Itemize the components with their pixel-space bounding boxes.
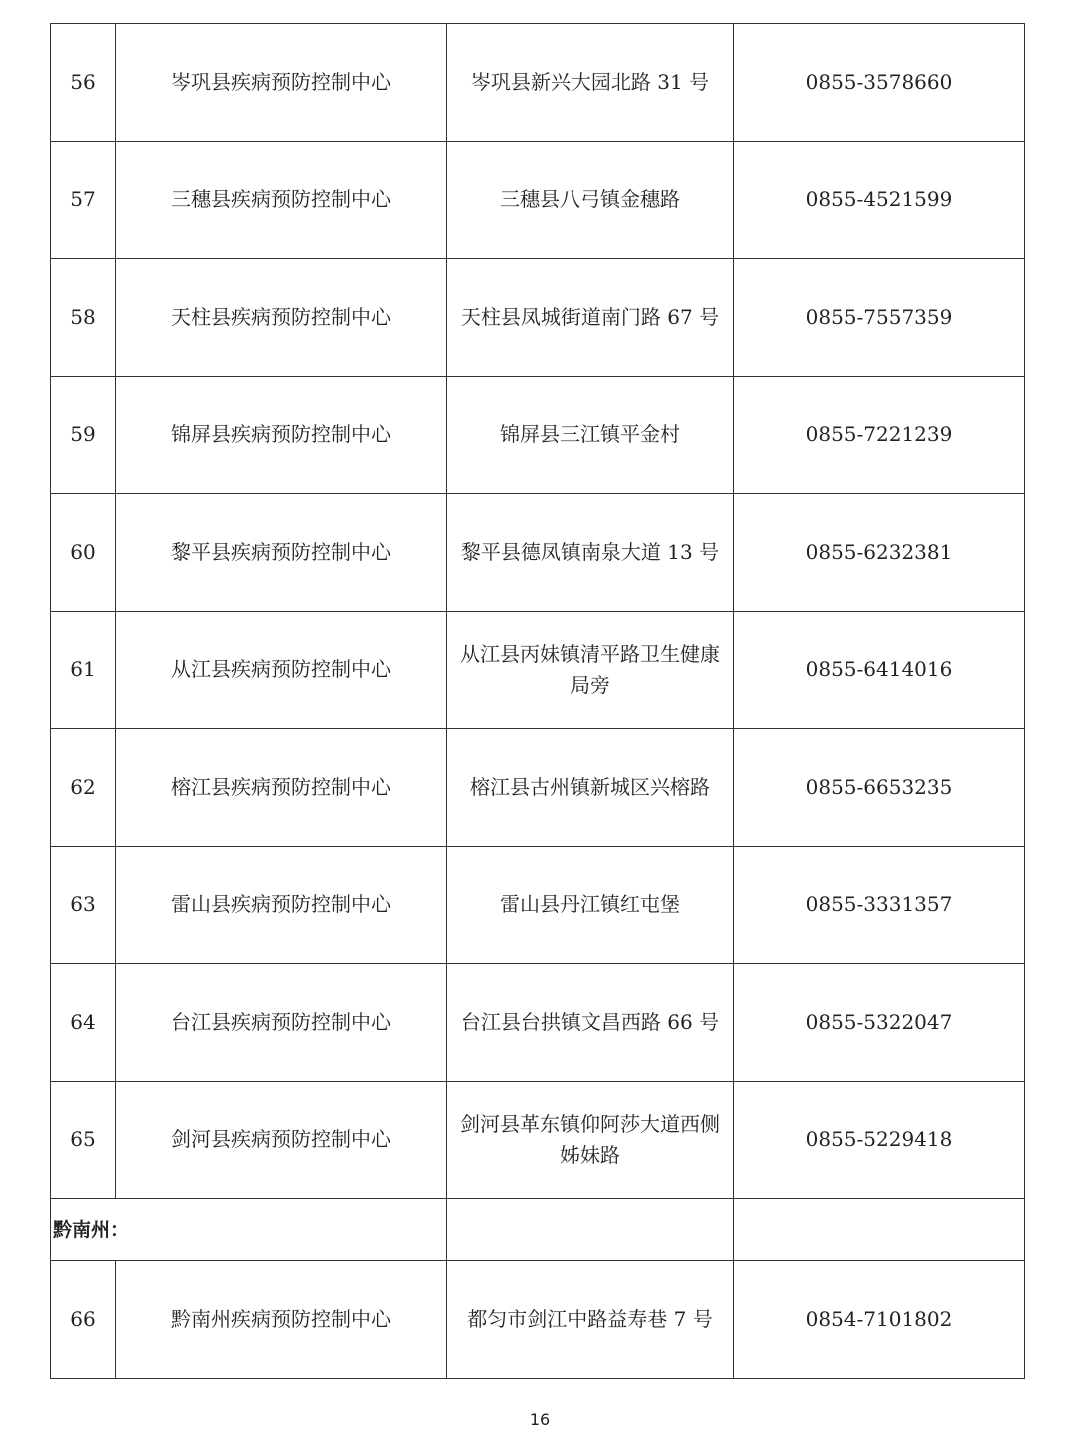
organization-phone: 0854-7101802 xyxy=(734,1261,1025,1379)
organization-name: 岑巩县疾病预防控制中心 xyxy=(116,24,447,142)
organization-name: 锦屏县疾病预防控制中心 xyxy=(116,376,447,494)
page-number: 16 xyxy=(529,1410,551,1429)
cdc-directory-table xyxy=(50,23,1025,1379)
organization-name: 剑河县疾病预防控制中心 xyxy=(116,1081,447,1199)
table-row xyxy=(51,259,1025,377)
organization-address: 从江县丙妹镇清平路卫生健康局旁 xyxy=(447,611,734,729)
organization-name: 黔南州疾病预防控制中心 xyxy=(116,1261,447,1379)
table-row xyxy=(51,1261,1025,1379)
section-empty-cell xyxy=(734,1199,1025,1261)
organization-phone: 0855-6653235 xyxy=(734,729,1025,847)
table-row xyxy=(51,494,1025,612)
organization-address: 岑巩县新兴大园北路 31 号 xyxy=(447,24,734,142)
row-number: 62 xyxy=(51,729,116,847)
organization-phone: 0855-5229418 xyxy=(734,1081,1025,1199)
row-number: 58 xyxy=(51,259,116,377)
row-number: 60 xyxy=(51,494,116,612)
section-empty-cell xyxy=(447,1199,734,1261)
row-number: 61 xyxy=(51,611,116,729)
organization-address: 天柱县凤城街道南门路 67 号 xyxy=(447,259,734,377)
organization-name: 三穗县疾病预防控制中心 xyxy=(116,141,447,259)
organization-phone: 0855-4521599 xyxy=(734,141,1025,259)
table-body xyxy=(51,24,1025,1379)
row-number: 59 xyxy=(51,376,116,494)
organization-phone: 0855-3578660 xyxy=(734,24,1025,142)
row-number: 56 xyxy=(51,24,116,142)
table-row xyxy=(51,611,1025,729)
organization-phone: 0855-6232381 xyxy=(734,494,1025,612)
organization-name: 台江县疾病预防控制中心 xyxy=(116,964,447,1082)
organization-address: 黎平县德凤镇南泉大道 13 号 xyxy=(447,494,734,612)
organization-phone: 0855-7221239 xyxy=(734,376,1025,494)
organization-address: 锦屏县三江镇平金村 xyxy=(447,376,734,494)
row-number: 57 xyxy=(51,141,116,259)
organization-address: 剑河县革东镇仰阿莎大道西侧姊妹路 xyxy=(447,1081,734,1199)
table-row xyxy=(51,376,1025,494)
organization-name: 雷山县疾病预防控制中心 xyxy=(116,846,447,964)
table-row xyxy=(51,729,1025,847)
organization-phone: 0855-5322047 xyxy=(734,964,1025,1082)
row-number: 65 xyxy=(51,1081,116,1199)
organization-address: 雷山县丹江镇红屯堡 xyxy=(447,846,734,964)
organization-address: 榕江县古州镇新城区兴榕路 xyxy=(447,729,734,847)
table-row xyxy=(51,964,1025,1082)
organization-phone: 0855-7557359 xyxy=(734,259,1025,377)
row-number: 63 xyxy=(51,846,116,964)
row-number: 66 xyxy=(51,1261,116,1379)
organization-name: 黎平县疾病预防控制中心 xyxy=(116,494,447,612)
organization-address: 三穗县八弓镇金穗路 xyxy=(447,141,734,259)
organization-phone: 0855-3331357 xyxy=(734,846,1025,964)
organization-name: 天柱县疾病预防控制中心 xyxy=(116,259,447,377)
organization-address: 都匀市剑江中路益寿巷 7 号 xyxy=(447,1261,734,1379)
table-row xyxy=(51,24,1025,142)
row-number: 64 xyxy=(51,964,116,1082)
organization-phone: 0855-6414016 xyxy=(734,611,1025,729)
table-row xyxy=(51,141,1025,259)
organization-name: 榕江县疾病预防控制中心 xyxy=(116,729,447,847)
organization-address: 台江县台拱镇文昌西路 66 号 xyxy=(447,964,734,1082)
table-row xyxy=(51,846,1025,964)
section-row xyxy=(51,1199,1025,1261)
section-label: 黔南州： xyxy=(51,1199,447,1261)
organization-name: 从江县疾病预防控制中心 xyxy=(116,611,447,729)
table-row xyxy=(51,1081,1025,1199)
